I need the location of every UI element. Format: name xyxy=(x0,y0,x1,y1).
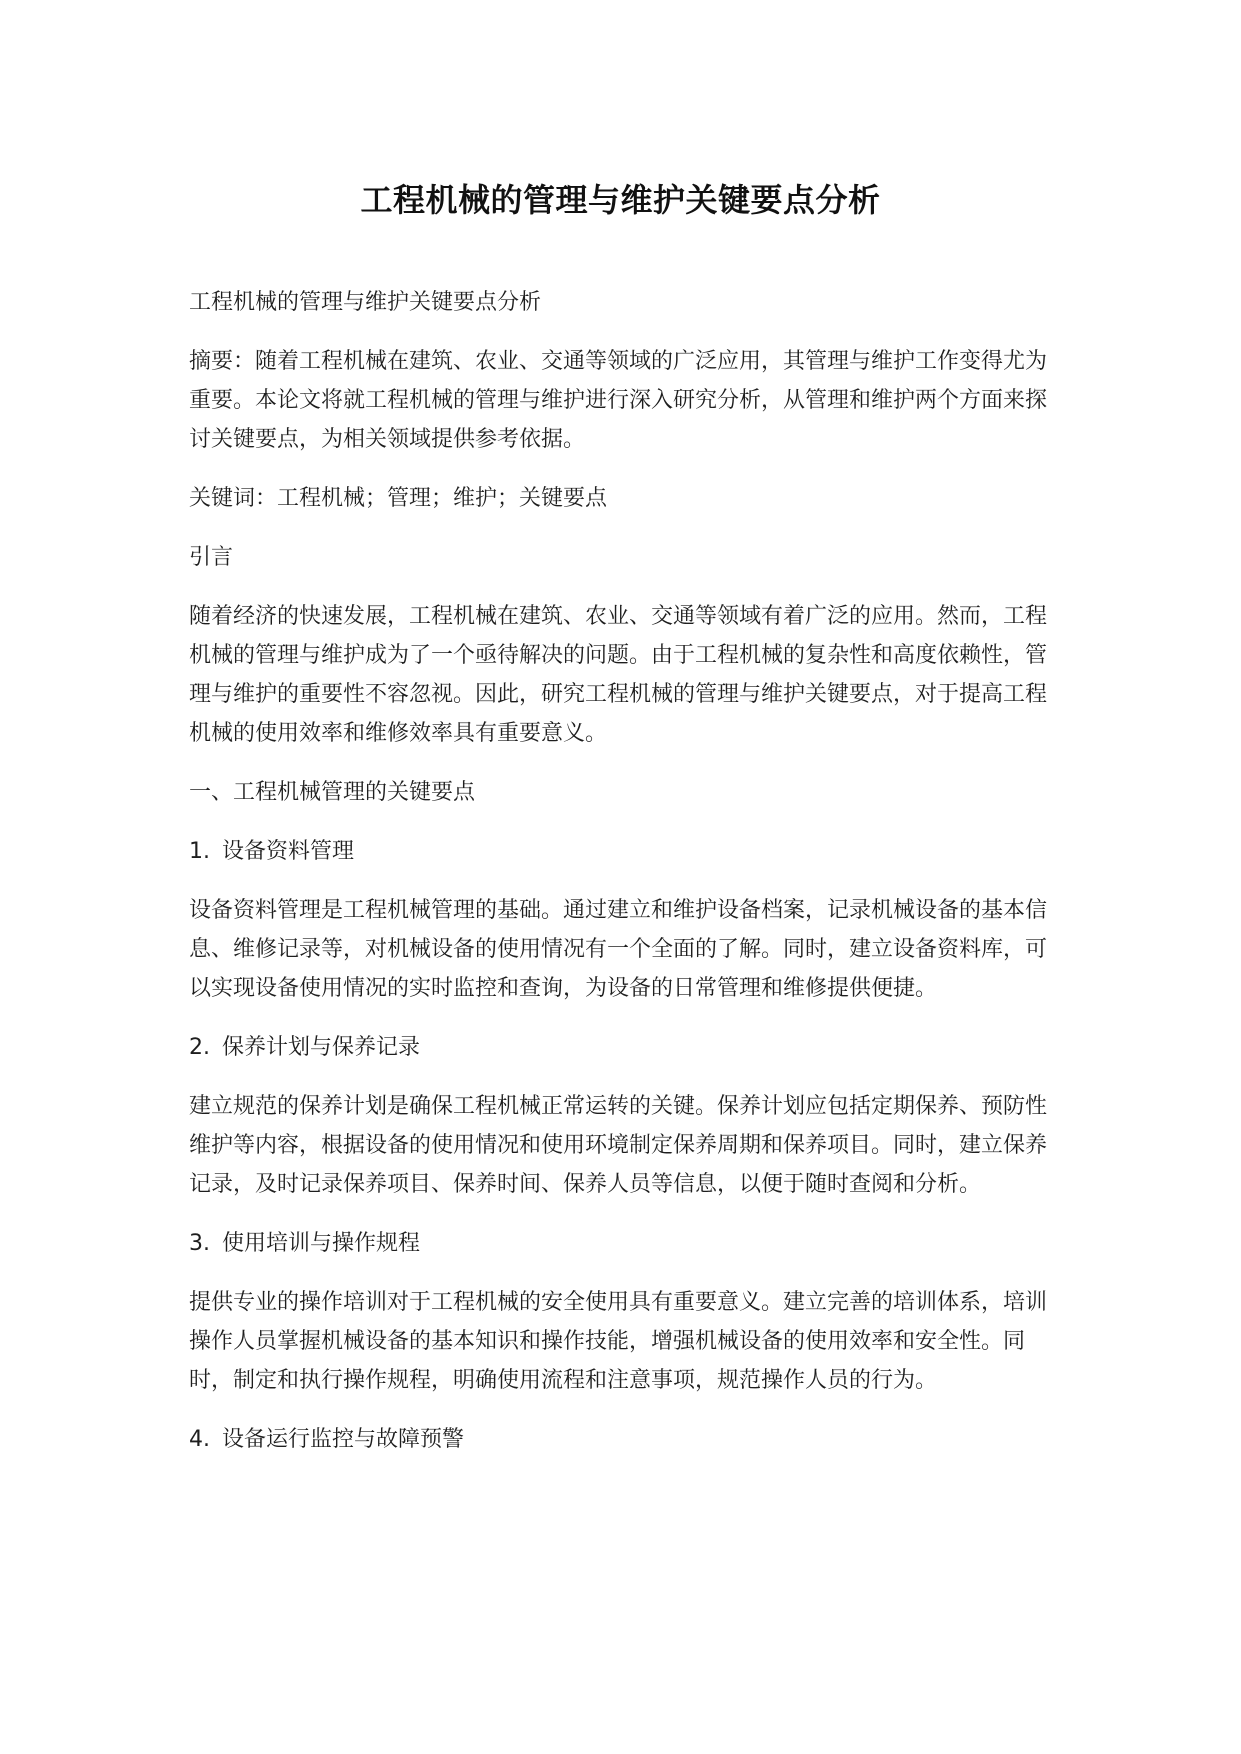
item-4-number: 4. xyxy=(189,1427,210,1452)
intro-paragraph: 随着经济的快速发展，工程机械在建筑、农业、交通等领域有着广泛的应用。然而，工程机械的管理与维护成为了一个亟待解决的问题。由于工程机械的复杂性和高度依赖性，管理与维护的重要性不容忽视。因此，研究工程机械的管理与维护关键要点，对于提高工程机械的使用效率和维修效率具有重要意义。 xyxy=(189,604,1048,746)
item-3-number: 3. xyxy=(189,1231,210,1256)
item-2-heading xyxy=(189,1028,1059,1067)
item-2-paragraph: 建立规范的保养计划是确保工程机械正常运转的关键。保养计划应包括定期保养、预防性维护等内容，根据设备的使用情况和使用环境制定保养周期和保养项目。同时，建立保养记录，及时记录保养项目、保养时间、保养人员等信息，以便于随时查阅和分析。 xyxy=(189,1094,1048,1197)
item-3-paragraph: 提供专业的操作培训对于工程机械的安全使用具有重要意义。建立完善的培训体系，培训操作人员掌握机械设备的基本知识和操作技能，增强机械设备的使用效率和安全性。同时，制定和执行操作规程，明确使用流程和注意事项，规范操作人员的行为。 xyxy=(189,1290,1048,1393)
document-title: 工程机械的管理与维护关键要点分析 xyxy=(360,181,881,219)
intro-heading: 引言 xyxy=(189,545,234,570)
item-4-title: 设备运行监控与故障预警 xyxy=(222,1427,465,1452)
item-3-heading xyxy=(189,1224,1059,1263)
item-2-title: 保养计划与保养记录 xyxy=(222,1035,421,1060)
item-1-heading xyxy=(189,832,1059,871)
abstract-paragraph: 摘要：随着工程机械在建筑、农业、交通等领域的广泛应用，其管理与维护工作变得尤为重要。本论文将就工程机械的管理与维护进行深入研究分析，从管理和维护两个方面来探讨关键要点，为相关领域提供参考依据。 xyxy=(189,349,1048,452)
item-2-number: 2. xyxy=(189,1035,210,1060)
subtitle-paragraph: 工程机械的管理与维护关键要点分析 xyxy=(189,290,542,315)
item-3-title: 使用培训与操作规程 xyxy=(222,1231,421,1256)
document-body xyxy=(189,283,1059,1479)
item-1-title: 设备资料管理 xyxy=(222,839,355,864)
item-1-paragraph: 设备资料管理是工程机械管理的基础。通过建立和维护设备档案，记录机械设备的基本信息、维修记录等，对机械设备的使用情况有一个全面的了解。同时，建立设备资料库，可以实现设备使用情况的实时监控和查询，为设备的日常管理和维修提供便捷。 xyxy=(189,898,1048,1001)
item-4-heading xyxy=(189,1420,1059,1459)
section-1-heading: 一、工程机械管理的关键要点 xyxy=(189,780,476,805)
item-1-number: 1. xyxy=(189,839,210,864)
keywords-paragraph: 关键词：工程机械；管理；维护；关键要点 xyxy=(189,486,608,511)
